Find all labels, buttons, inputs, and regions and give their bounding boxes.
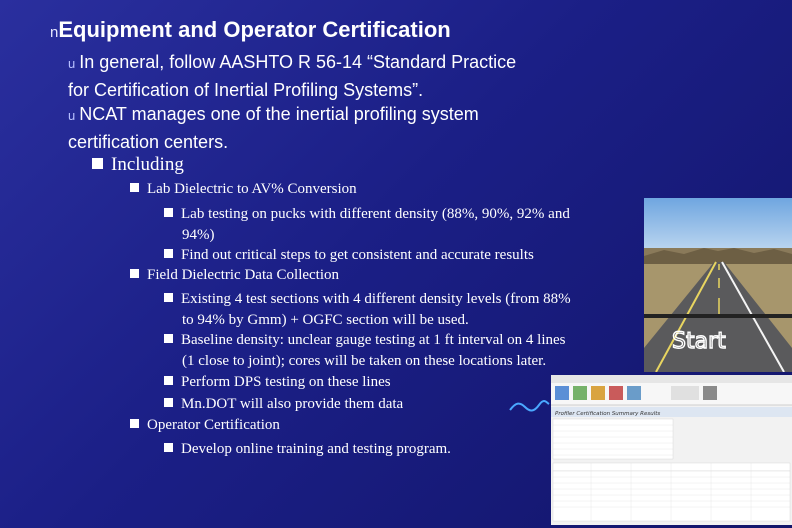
lab-item-pucks-line2: 94%) — [182, 226, 215, 243]
bullet-aashto-line1: In general, follow AASHTO R 56‑14 “Standard Practice — [79, 52, 517, 72]
square-bullet — [164, 443, 173, 452]
square-bullet — [130, 183, 139, 192]
bullet-aashto — [68, 49, 516, 103]
square-bullet — [92, 158, 103, 169]
square-bullet — [164, 334, 173, 343]
title-text: Equipment and Operator Certification — [58, 17, 451, 42]
squiggle-decoration — [508, 398, 550, 414]
square-bullet — [164, 249, 173, 258]
field-item-sections-line1: Existing 4 test sections with 4 different density levels (from 88% — [181, 291, 571, 307]
including-item — [92, 154, 184, 176]
field-item-sections — [164, 289, 604, 330]
section-field-label: Field Dielectric Data Collection — [147, 267, 340, 283]
square-bullet — [164, 376, 173, 385]
square-bullet — [164, 208, 173, 217]
lab-item-critical-line1: Find out critical steps to get consistent and accurate results — [181, 247, 534, 263]
slide-title — [50, 17, 451, 43]
section-lab — [130, 181, 357, 198]
bullet-ncat-line2: certification centers. — [68, 132, 229, 152]
section-operator-label: Operator Certification — [147, 417, 280, 433]
section-operator — [130, 417, 280, 434]
screenshot-heading: Profiler Certification Summary Results — [555, 411, 661, 417]
square-bullet — [130, 269, 139, 278]
bullet-ncat — [68, 101, 479, 155]
field-item-dps — [164, 372, 604, 393]
field-item-baseline — [164, 330, 604, 371]
operator-item-online-line1: Develop online training and testing program. — [181, 441, 451, 457]
lab-item-critical — [164, 245, 604, 266]
section-lab-label: Lab Dielectric to AV% Conversion — [147, 181, 357, 197]
certification-software-screenshot — [551, 375, 792, 525]
bullet-ncat-line1: NCAT manages one of the inertial profiling system — [79, 104, 479, 124]
lab-item-pucks-line1: Lab testing on pucks with different density (88%, 90%, 92% and — [181, 206, 570, 222]
square-bullet — [164, 398, 173, 407]
field-item-mndot-line1: Mn.DOT will also provide them data — [181, 396, 404, 412]
bullet-marker: u — [68, 56, 76, 71]
start-text: Start — [672, 329, 726, 354]
operator-item-online — [164, 439, 604, 460]
bullet-aashto-line2: for Certification of Inertial Profiling Systems”. — [68, 80, 424, 100]
road-start-photo — [644, 198, 792, 372]
title-bullet: n — [50, 24, 59, 41]
including-label: Including — [111, 154, 184, 175]
field-item-baseline-line2: (1 close to joint); cores will be taken on these locations later. — [182, 352, 547, 369]
field-item-sections-line2: to 94% by Gmm) + OGFC section will be used. — [182, 311, 469, 328]
field-item-baseline-line1: Baseline density: unclear gauge testing at 1 ft interval on 4 lines — [181, 332, 566, 348]
lab-item-pucks — [164, 204, 604, 245]
bullet-marker: u — [68, 108, 76, 123]
square-bullet — [164, 293, 173, 302]
section-field — [130, 267, 339, 284]
field-item-dps-line1: Perform DPS testing on these lines — [181, 374, 391, 390]
square-bullet — [130, 419, 139, 428]
